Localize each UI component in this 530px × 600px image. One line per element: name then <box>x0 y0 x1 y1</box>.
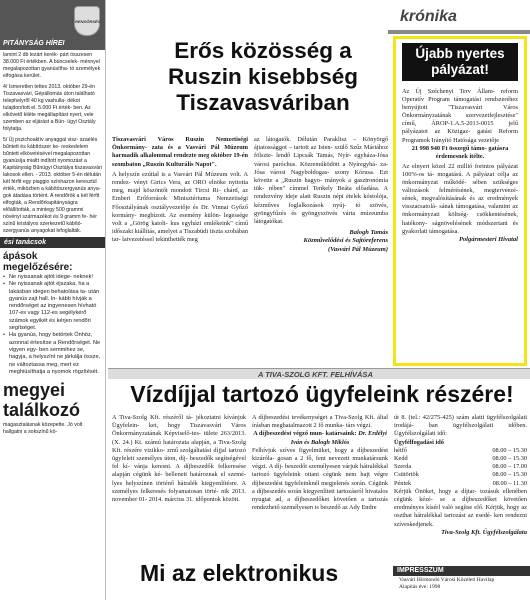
hours-time: 08.00 – 15.30 <box>492 446 527 454</box>
list-item: • Ne nyissanak ajtót idege- neknek! <box>3 274 102 281</box>
article-lead: Tiszavasvári Város Ruszin Nemzetiségi Önkormány- zata és a Vasvári Pál Múzeum harmadik alkalommal rendezte meg október 19-én szombaton „Ruszin Kulturális Napot". <box>112 136 249 168</box>
tiva-col-3a: út 8. (tel.: 42/275-425) szám alatti ügyfélszolgálati irodájá- ban ügyfélszolgálati időben. Ügyfélszolgálati idő: <box>394 414 527 438</box>
hours-time: 08.00 – 17.00 <box>492 463 527 471</box>
table-row <box>394 480 527 488</box>
meeting-text: magasztalásnak közepette. Jó volt hallgatni a sokszínű kö- <box>3 422 83 436</box>
tiva-headline: Vízdíjjal tartozó ügyfeleink részére! <box>130 381 514 407</box>
grant-highlight: 21 998 940 Ft összegű támo- gatásra érdemesnek ítélte. <box>411 144 509 160</box>
police-para-3: 5/ Új pszichoaktív anyaggal visz- szaélés bűntett és kábítószer ke- reskedelem bűntett elkövetésével megalapozottan gyanúsíja mialtt indított nyomozást a Kapitányság Bűnügyi Osztálya tiszavasvári lakosok ellen. - 2013. október 5-én délután két férfit egy piaggio színhazon keresztül érték, miközben a kábítószergyanús anya- gok átadása történt. A rendőrök a két férfit elfogták, a Rendőrkapitányságra előállították, a mintegy 500 grammi növényi származékot és 9 gramm fe- hér színű kristályos szerkezetű kábító- szergyanús anyagokat lefoglalták. <box>3 137 102 234</box>
article-col-2 <box>254 136 388 254</box>
hours-time: 08.00 – 11.30 <box>492 479 527 487</box>
hours-day: hétfő <box>394 446 407 454</box>
article-body-2: az látogatók. Délután Paraklisz – Könyörgő ájtatossággot – tartott az Isten- szülő Szűz Máriához fölszte- lendő Lipcsák Tamás, Nyír- egyháza-Jósa városi paróchus. Közremúködött a Nyíregyhá- za-Jósa városi Nagyboldogas- szony Kórusa. Ezt követte a „Ruszin hagyo- mányok a gasztronómia tük- rében" címmel Tenkely Beáta előadása. A rendezvény ideje alatt Ruszin népi ételek kóstolója, kézműves foglalkozások nyúj- tó szövés, gyöngyfűzés és gyöngyszövés várta múzeumba látogatókat. <box>254 136 388 226</box>
hours-day: Csütörtök <box>394 471 419 479</box>
grant-signature: Polgármesteri Hivatal <box>458 235 518 243</box>
hours-time: 08.00 – 15.30 <box>492 471 527 479</box>
impresszum-text <box>393 577 530 590</box>
tiva-signature: Tiva-Szolg Kft. Ügyfélszolgálata <box>441 528 527 536</box>
meeting-title: megyei találkozó <box>3 380 81 421</box>
list-item: • Ne nyissanak ajtót éjszaka, ha a lakásban idegen behatolása ta- után gyanús zajt hall. In- kább hívják a rendőrséget az ingyenesen hívható 107-es vagy 112-es segélykérő számok egyikét és kérjen rendőri segítséget. <box>3 281 102 332</box>
impresszum-line-1: Vasvári Hírmondó Városi Közéleti Havilap <box>399 577 495 583</box>
hours-time: 08.00 – 15.30 <box>492 455 527 463</box>
badge-text: RENDÕRSÉG <box>75 19 101 24</box>
table-row <box>394 471 527 479</box>
grant-body <box>402 88 518 244</box>
police-para-1: lamint 2 db lezárt kerék- párt összesen 38.000 Ft értékben. A büncselek- ménnyel megalapozottan gyanúsítha- tó személyek elfogása kerület. <box>3 52 101 79</box>
table-row <box>394 455 527 463</box>
tiva-col-3b: Kérjük Önöket, hogy a díjtar- tozásuk ellenében cégünk kézé- se a díjbeszedőket követően eredményes kísérl való segítse elő. Kérjük, hogy az oszthat hátralékkal tartozást az esedé- ken rendezni szíveskedjenek. <box>394 487 527 528</box>
left-column <box>0 0 106 600</box>
tiva-col-1 <box>112 414 246 504</box>
table-row <box>394 447 527 455</box>
tiva-col-3 <box>394 414 527 537</box>
article-body-1: A helyszín ezúttal is a Vasvári Pál Múzeum volt. A rendez- vényt Girics Vera, az ORO elnöke nyitotta meg, majd köszöntőt mondott Tircsi Ri- chárd, az Emberi Erőforrások Minisztériuma Nemzetiségi Főosztályának osztályvezetője és Dr. Vinnai Győző kormány- megbízott. Az esemény külön- legessége volt a „Görög katoli- kus egyházi emlékeink" című időszaki kiállítás, amelyet a Tiszabüdi tiszta szobában tar- latvezetéssel tekinthették meg <box>112 170 248 244</box>
grant-box <box>393 36 527 366</box>
tiva-col-2 <box>252 414 388 512</box>
hours-day: Szerda <box>394 463 412 471</box>
impresszum-header: IMPRESSZUM <box>393 566 530 576</box>
table-row <box>394 463 527 471</box>
tiva-banner <box>108 368 530 379</box>
list-item: • Ha gyanús, hogy betörtek Önhöz, azonnal értesítse a Rendőrséget. Ne vigyen egy- ben semmihez se, hagyja, a helyszínt ne járkálja össze, ne változtassa meg, mert ez meghiúsíthatja a nyomok rögzítését. <box>3 332 102 376</box>
tiva-staff-label: A díjbeszedést végző mun- katársaink: <box>253 430 357 438</box>
signature-name: Balogh Tamás <box>349 229 388 237</box>
tiva-banner-text: A TIVA-SZOLG KFT. FELHÍVÁSA <box>258 370 373 379</box>
advice-header: ési tanácsok <box>0 237 105 248</box>
grant-body-1: Az Új Széchenyi Terv Állam- reform Operatív Program támogatási rendszeréhez benyújtott "Tiszavasvári Város Önkormányzatának szervezetfejlesztése" című, ÁROP-1.A.5-2013-0015 jelű pályázatot az Közigaz- gatási Reform Programok Irányító Hatósága vezetője <box>402 88 518 144</box>
police-badge-icon <box>74 6 100 36</box>
advice-list <box>0 274 105 376</box>
hours-table <box>394 439 527 488</box>
tiva-staff-names: Dr. Erdélyi Iván és Balogh Miklós <box>290 430 387 446</box>
advice-title: ápások megelőzésére: <box>3 251 73 273</box>
signature-org: (Vasvári Pál Múzeum) <box>328 245 388 253</box>
tiva-col-2b: Felhívjuk szíves figyelmüket, hogy a díjbeszedést kizáróla- gosan a 2 fő, fent nevezett munkatársunk végzi. A díj- beszedőt személyesen várjuk hátralékkal tartozó ügyfeleink ottani cégünk nem hajt végre díjbeszedést ügyfeleinknél megjelenés során. Cégünk a díjbeszedés során kiegyenlített tartozásról hivatalos nyugtat ad, a díjbeszedőket követően a tartozás rendezhető személyesen is beszedő az Ady Endre <box>252 446 388 512</box>
tiva-col-2a: A díjbeszedési tevékenységet a Tiva-Szolg Kft. által írásban meghatalmazott 2 fő munka- társ végzi. <box>252 414 388 430</box>
article-col-1 <box>112 136 248 245</box>
hours-day: Péntek <box>394 479 412 487</box>
police-news-header <box>0 0 105 50</box>
bottom-headline: Mi az elektronikus <box>140 560 339 586</box>
hours-label: Ügyfélfogadási idő <box>394 438 444 446</box>
section-title: krónika <box>400 8 457 25</box>
grant-body-2: Az elnyert közel 22 millió forintos pályázat 100%-os tá- mogatású. A pályázat célja az önkormányzat működé- sében szükséges változások felmérésének, megterveezé- sének, megvalósításának és az eredmények visszacsatolá- sának támogatása, valamint az önkormányzati költség- csökkentésének, hatékony- ságnövelésének módszertani és gyakorlati támogatása. <box>402 162 518 235</box>
grant-title: Újabb nyertes pályázat! <box>402 43 518 81</box>
section-divider <box>388 30 530 34</box>
tiva-col-1-text: A Tiva-Szolg Kft. részéről tá- jékoztatni kívánjuk Ügyfelein- ket, hogy Tiszavasvári Város Önkormányzatának Képviselő-tes- tülete 263/2013. (X. 24.) Kt. számú határozata alapján, a Tiva-Szolg Kft. részére vizikko- zmű szolgáltatási díjjal tartozó ügyfeleit személyes úton, díj- beszedők segítségével fel kí- vánja keresni. A díjbeszedők felkeresése alapján cégünk ké- belleneit határoznak el szemé- lyes helyszínen történő hátralék kiegyenlítésre. A személyes felkeresés folyamatosan törté- nik 2013. november 01- 2014. március 31. időpontok között. <box>112 414 246 504</box>
hours-day: Kedd <box>394 455 408 463</box>
article-signature <box>254 229 388 254</box>
signature-role: Közművelődési és Sajtóreferens <box>303 237 388 245</box>
police-header-title: PITÁNYSÁG HÍREI <box>3 40 65 47</box>
main-headline: Erős közösség a Ruszin kisebbség Tiszavasváriban <box>167 38 359 115</box>
impresszum-line-2: Alapítás éve: 1998 <box>399 583 441 590</box>
police-para-2: 4/ Ismeretlen tettes 2013. október 29-én Tiszavasvári, Gépállomás úton található telephelyről 40 kg vashulla- dékot tulajdonított el. 5.000 Ft érték- ben. Az elkövető kiléte megállapítást nyert, vele szemben az eljárást a Bün- ügyi Osztály folytatja. <box>3 84 96 132</box>
